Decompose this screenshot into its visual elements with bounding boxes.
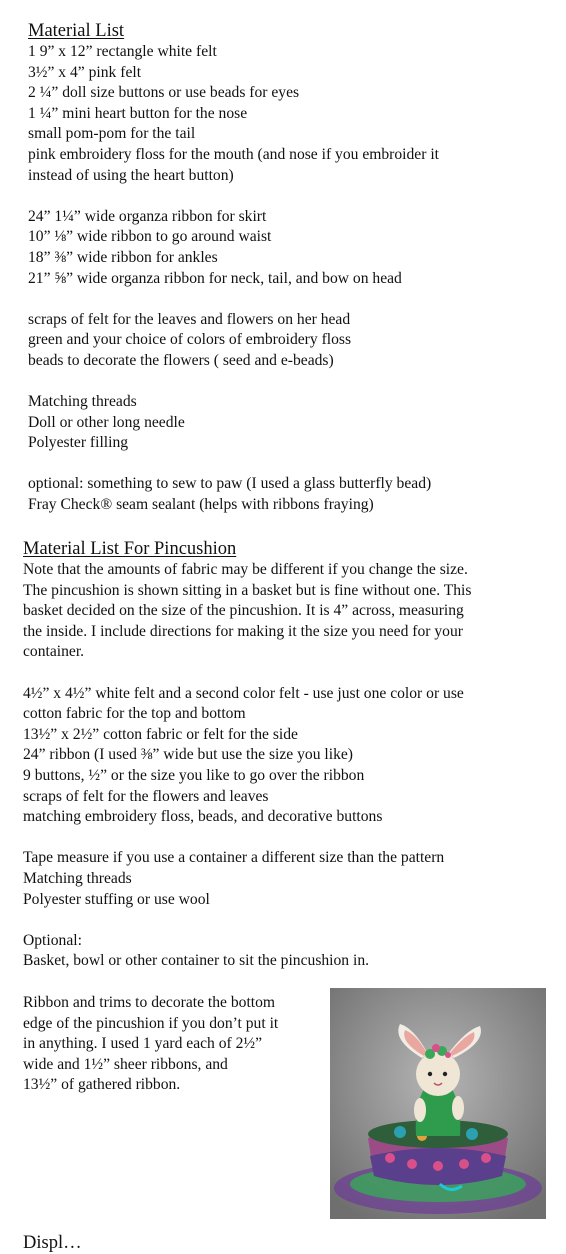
ribbon-note-line: in anything. I used 1 yard each of 2½”: [23, 1035, 263, 1053]
ribbon-note-line: Ribbon and trims to decorate the bottom: [23, 994, 276, 1011]
pincushion-note: [23, 560, 558, 663]
bunny-pincushion-illustration: [330, 988, 546, 1219]
ribbon-note: [23, 993, 323, 1096]
material-item: 4½” x 4½” white felt and a second color felt - use just one color or use: [23, 684, 464, 702]
material-group-1: [28, 42, 558, 186]
material-item: Matching threads: [23, 869, 132, 887]
ribbon-note-line: edge of the pincushion if you don’t put it: [23, 1014, 279, 1032]
material-group-4: [28, 392, 558, 454]
material-group-2: [28, 207, 558, 289]
note-line: The pincushion is shown sitting in a basket but is fine without one. This: [23, 581, 472, 599]
note-line: Note that the amounts of fabric may be different if you change the size.: [23, 561, 468, 578]
material-group-3: [28, 310, 558, 372]
material-item: pink embroidery floss for the mouth (and nose if you embroider it: [28, 145, 439, 163]
material-item: Polyester stuffing or use wool: [23, 890, 210, 908]
material-item: 2 ¼” doll size buttons or use beads for eyes: [28, 84, 300, 102]
material-item: matching embroidery floss, beads, and decorative buttons: [23, 808, 383, 826]
material-item: 3½” x 4” pink felt: [28, 63, 142, 81]
material-item: 24” 1¼” wide organza ribbon for skirt: [28, 207, 267, 225]
pincushion-group-2: [23, 848, 558, 910]
material-item: scraps of felt for the leaves and flowers on her head: [28, 310, 351, 328]
note-line: the inside. I include directions for making it the size you need for your: [23, 622, 463, 640]
material-item: Tape measure if you use a container a different size than the pattern: [23, 849, 445, 867]
material-item: Polyester filling: [28, 434, 129, 452]
optional-label: Optional:: [23, 931, 82, 949]
note-line: basket decided on the size of the pincushion. It is 4” across, measuring: [23, 602, 464, 620]
ribbon-note-line: wide and 1½” sheer ribbons, and: [23, 1055, 228, 1073]
cut-off-heading: Displ…: [23, 1233, 82, 1253]
material-item: 24” ribbon (I used ⅜” wide but use the size you like): [23, 746, 353, 764]
material-item: scraps of felt for the flowers and leaves: [23, 787, 269, 805]
material-item: 18” ⅜” wide ribbon for ankles: [28, 248, 218, 266]
material-item: 21” ⅝” wide organza ribbon for neck, tail, and bow on head: [28, 269, 402, 287]
material-item: 1 ¼” mini heart button for the nose: [28, 104, 248, 122]
optional-line: Basket, bowl or other container to sit the pincushion in.: [23, 952, 370, 970]
material-item: Fray Check® seam sealant (helps with ribbons fraying): [28, 496, 374, 514]
material-item: optional: something to sew to paw (I used a glass butterfly bead): [28, 475, 432, 493]
pincushion-list-section: [23, 538, 558, 972]
material-item: beads to decorate the flowers ( seed and e-beads): [28, 351, 334, 369]
bunny-pincushion-photo: [330, 988, 546, 1219]
ribbon-note-line: 13½” of gathered ribbon.: [23, 1076, 181, 1094]
material-item: 1 9” x 12” rectangle white felt: [28, 43, 217, 60]
material-group-5: [28, 474, 558, 515]
material-item: green and your choice of colors of embroidery floss: [28, 331, 352, 349]
material-list-section: [28, 20, 558, 516]
material-item: instead of using the heart button): [28, 166, 234, 184]
note-line: container.: [23, 643, 85, 661]
material-list-heading: Material List: [28, 21, 125, 41]
material-item: Doll or other long needle: [28, 413, 185, 431]
pincushion-group-1: [23, 684, 558, 828]
material-item: cotton fabric for the top and bottom: [23, 705, 246, 723]
material-item: 10” ⅛” wide ribbon to go around waist: [28, 228, 272, 246]
material-item: Matching threads: [28, 393, 137, 411]
material-item: 13½” x 2½” cotton fabric or felt for the side: [23, 725, 298, 743]
material-item: 9 buttons, ½” or the size you like to go over the ribbon: [23, 766, 365, 784]
material-item: small pom-pom for the tail: [28, 125, 196, 143]
pincushion-list-heading: Material List For Pincushion: [23, 539, 237, 559]
